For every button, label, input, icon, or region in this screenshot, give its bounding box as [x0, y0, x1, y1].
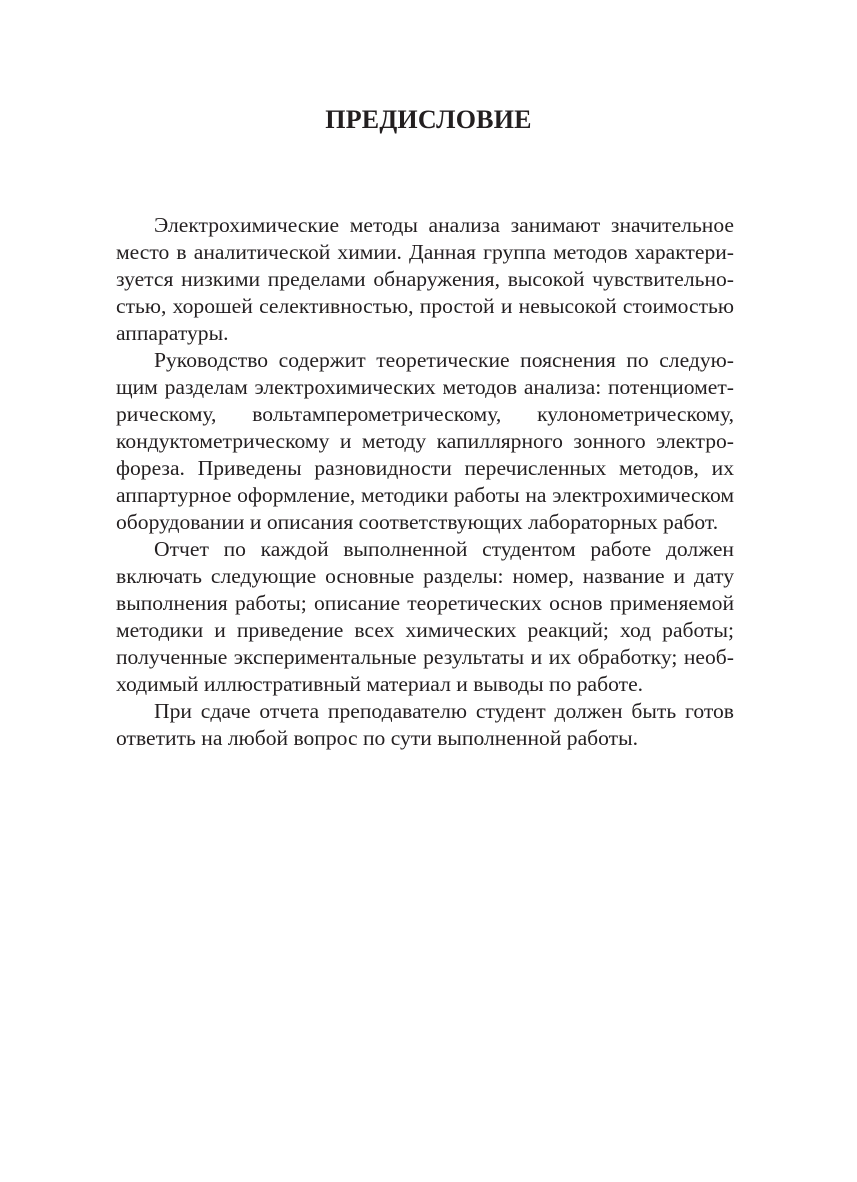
text-line: кондуктометрическому и методу капиллярного зонного электро- — [116, 429, 734, 453]
text-line: рическому, вольтамперометрическому, кулонометрическому, — [116, 402, 734, 426]
text-line: Отчет по каждой выполненной студентом работе должен — [154, 537, 734, 561]
preface-body — [116, 212, 734, 752]
text-line: При сдаче отчета преподавателю студент должен быть готов — [154, 699, 734, 723]
text-line: зуется низкими пределами обнаружения, высокой чувствительно- — [116, 267, 734, 291]
text-line: включать следующие основные разделы: номер, название и дату — [116, 564, 734, 588]
text-line: ходимый иллюстративный материал и выводы по работе. — [116, 672, 644, 696]
text-line: стью, хорошей селективностью, простой и невысокой стоимостью — [116, 294, 734, 318]
text-line: ответить на любой вопрос по сути выполненной работы. — [116, 726, 638, 750]
paragraph-report — [116, 536, 734, 698]
text-line: Электрохимические методы анализа занимают значительное — [154, 213, 734, 237]
paragraph-submission — [116, 698, 734, 752]
paragraph-intro — [116, 212, 734, 347]
page-title: ПРЕДИСЛОВИЕ — [325, 105, 532, 134]
text-line: место в аналитической химии. Данная группа методов характери- — [116, 240, 734, 264]
text-line: аппаратуры. — [116, 321, 229, 345]
text-line: Руководство содержит теоретические пояснения по следую- — [154, 348, 734, 372]
text-line: методики и приведение всех химических реакций; ход работы; — [116, 618, 734, 642]
text-line: оборудовании и описания соответствующих лабораторных работ. — [116, 510, 719, 534]
paragraph-contents — [116, 347, 734, 536]
text-line: выполнения работы; описание теоретических основ применяемой — [116, 591, 734, 615]
text-line: полученные экспериментальные результаты и их обработку; необ- — [116, 645, 734, 669]
text-line: аппартурное оформление, методики работы на электрохимическом — [116, 483, 734, 507]
text-line: фореза. Приведены разновидности перечисленных методов, их — [116, 456, 734, 480]
text-line: щим разделам электрохимических методов анализа: потенциомет- — [116, 375, 734, 399]
